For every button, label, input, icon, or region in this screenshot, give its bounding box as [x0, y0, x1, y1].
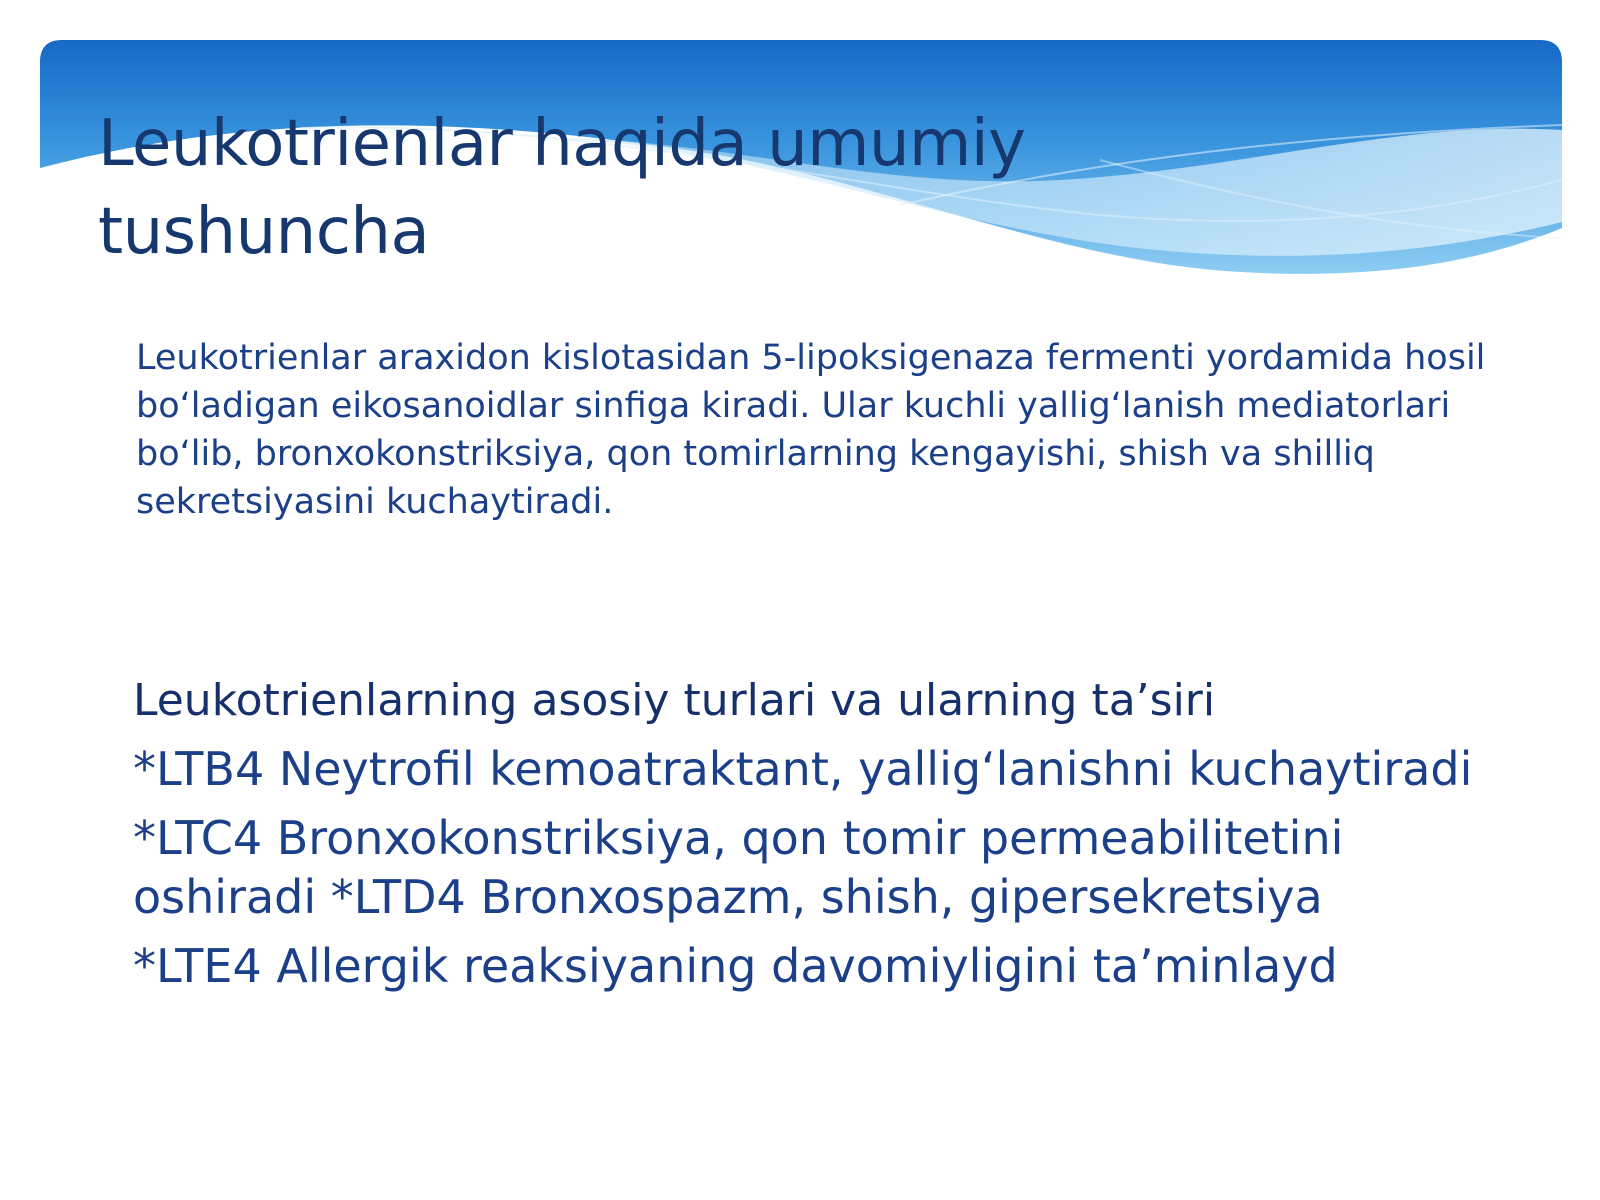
list-item-ltb4: *LTB4 Neytrofil kemoatraktant, yallig‘lanishni kuchaytiradi [133, 742, 1473, 796]
leukotriene-types-section [133, 670, 1533, 1006]
list-item-ltc4-ltd4: *LTC4 Bronxokonstriksiya, qon tomir permeabilitetini oshiradi *LTD4 Bronxospazm, shish, gipersekretsiya [133, 811, 1344, 924]
list-item-lte4: *LTE4 Allergik reaksiyaning davomiyligini ta’minlayd [133, 939, 1338, 993]
types-heading: Leukotrienlarning asosiy turlari va ularning ta’siri [133, 675, 1216, 726]
intro-paragraph: Leukotrienlar araxidon kislotasidan 5-lipoksigenaza fermenti yordamida hosil bo‘ladigan eikosanoidlar sinfiga kiradi. Ular kuchli yallig‘lanish mediatorlari bo‘lib, bronxokonstriksiya, qon tomirlarning kengayishi, shish va shilliq sekretsiyasini kuchaytiradi. [136, 338, 1486, 522]
types-list [133, 740, 1533, 996]
slide-title: Leukotrienlar haqida umumiy tushuncha [98, 107, 1026, 269]
